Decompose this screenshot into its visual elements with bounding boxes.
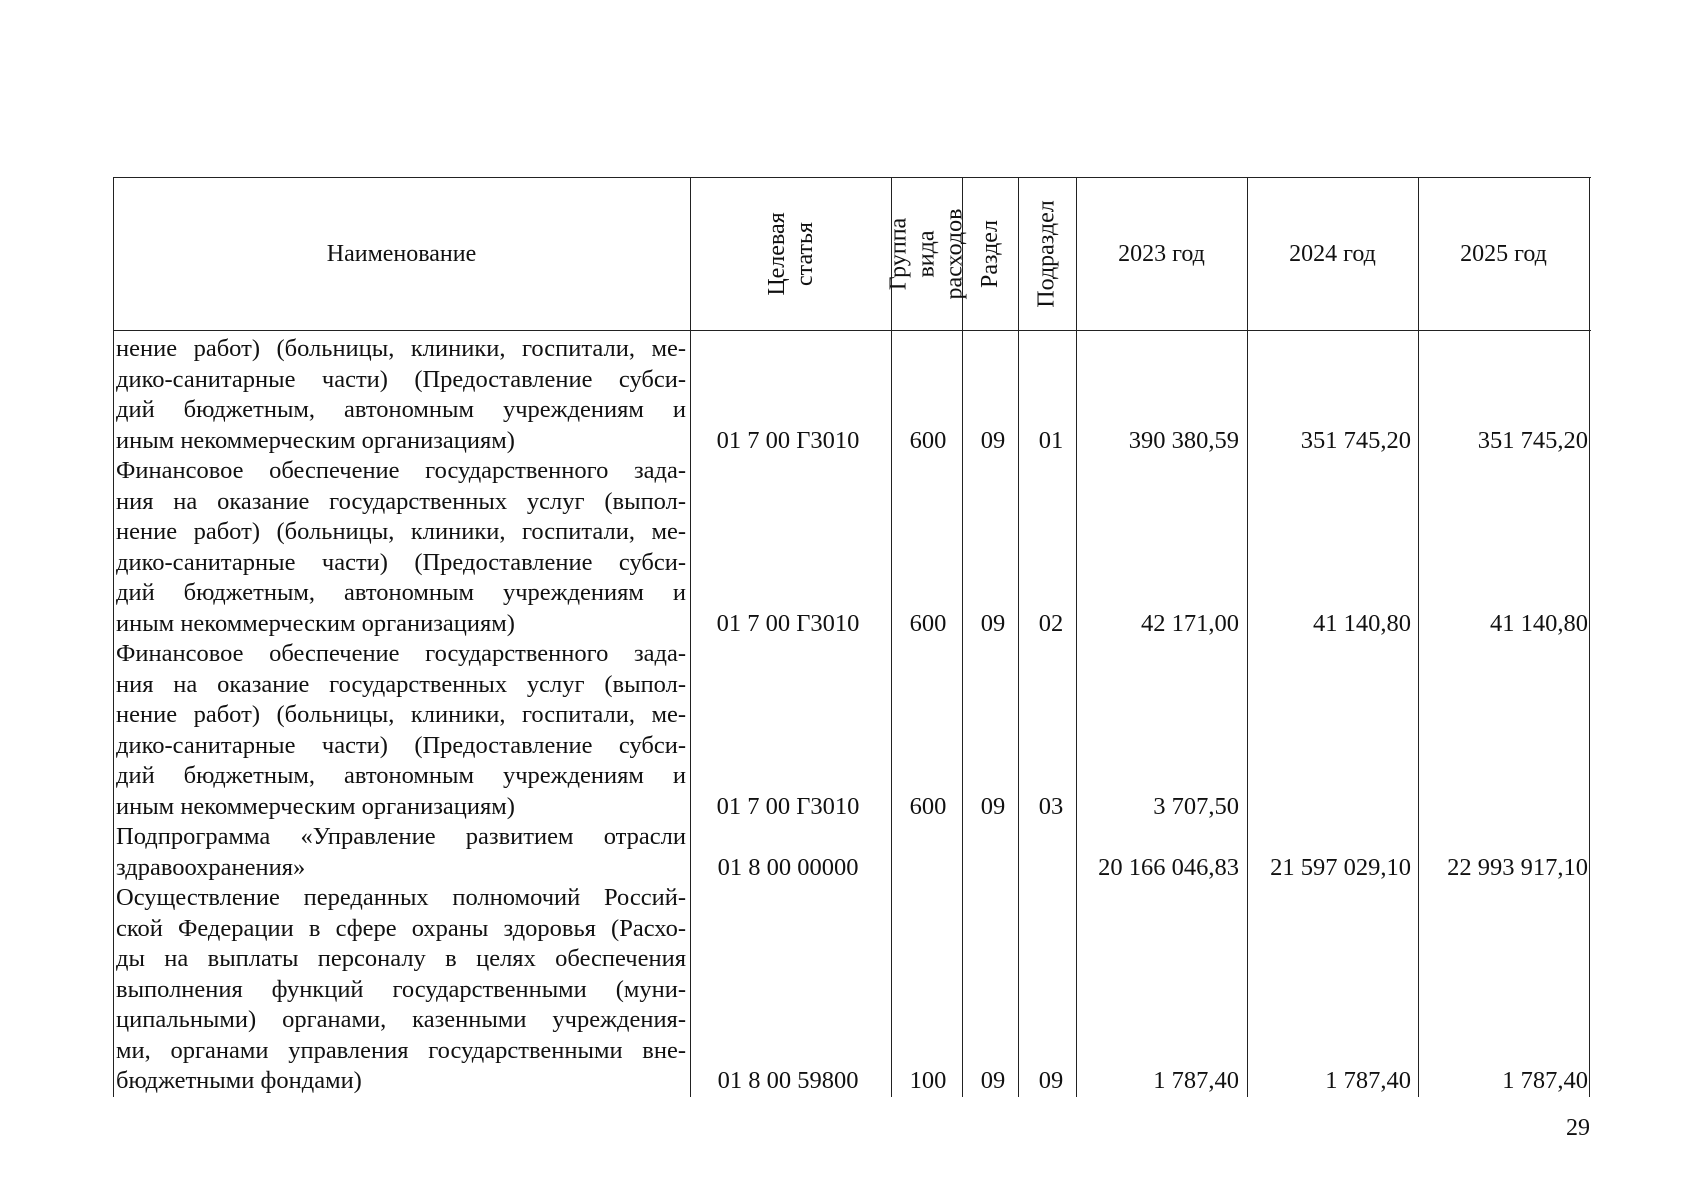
header-section-text: Раздел [977,219,1004,288]
row-expense-group: 600 [909,426,947,454]
row-amount-2025: 351 745,20 [1477,426,1588,454]
row-description-line: иным некоммерческим организациям) [116,426,515,454]
header-2023 [1076,177,1247,330]
row-description-line: дико-санитарные части) (Предоставление субси- [116,365,686,393]
row-target-article: 01 7 00 Г3010 [716,609,860,637]
row-amount-2025: 41 140,80 [1490,609,1588,637]
table-border-right [1589,177,1590,1097]
row-target-article: 01 8 00 59800 [717,1067,859,1094]
row-subsection: 01 [1038,426,1064,454]
row-amount-2023: 42 171,00 [1141,609,1239,637]
row-amount-2023: 3 707,50 [1153,792,1239,820]
row-description-line: ния на оказание государственных услуг (выпол- [116,670,686,698]
row-description-line: дий бюджетным, автономным учреждениям и [116,396,686,423]
row-expense-group: 600 [909,609,947,637]
header-target-article [690,177,891,330]
row-subsection [1021,853,1081,884]
row-description-line: Финансовое обеспечение государственного зада- [116,640,686,667]
header-2025 [1418,177,1589,330]
row-description-line: иным некоммерческим организациям) [116,792,515,820]
row-amount-2024 [1249,792,1411,823]
row-description-line: Финансовое обеспечение государственного зада- [116,457,686,484]
row-description-line: дико-санитарные части) (Предоставление субси- [116,548,686,576]
header-2024-text: 2024 год [1289,240,1376,267]
header-name-text: Наименование [326,240,477,267]
row-subsection: 02 [1038,609,1064,637]
header-2024 [1247,177,1418,330]
row-amount-2023: 1 787,40 [1153,1067,1239,1094]
row-description-line: Осуществление переданных полномочий Россий- [116,884,686,911]
header-target-article-text: Целевая статья [763,211,818,296]
row-amount-2024: 21 597 029,10 [1270,853,1411,881]
row-section [963,853,1023,884]
row-amount-2025 [1420,792,1588,823]
row-section: 09 [980,609,1006,637]
row-expense-group: 100 [909,1067,947,1094]
budget-table [113,177,1591,1097]
page-number: 29 [1566,1115,1590,1141]
row-section: 09 [980,426,1006,454]
row-amount-2024: 41 140,80 [1313,609,1411,637]
row-section: 09 [980,1067,1006,1094]
row-subsection: 03 [1038,792,1064,820]
row-description-line: ципальными) органами, казенными учреждения- [116,1006,686,1033]
row-amount-2023: 390 380,59 [1128,426,1239,454]
row-amount-2025: 1 787,40 [1502,1067,1588,1094]
row-description-line: ды на выплаты персоналу в целях обеспечения [116,945,686,972]
row-description-line: ния на оказание государственных услуг (выпол- [116,487,686,515]
header-name [113,177,690,330]
row-description-line: нение работ) (больницы, клиники, госпитали, ме- [116,335,686,362]
row-description-line: дий бюджетным, автономным учреждениям и [116,579,686,606]
header-divider [113,330,1591,331]
row-target-article: 01 8 00 00000 [717,853,859,881]
row-target-article: 01 7 00 Г3010 [716,792,860,820]
row-description-line: выполнения функций государственными (муни- [116,975,686,1003]
row-target-article: 01 7 00 Г3010 [716,426,860,454]
header-subsection [1018,177,1076,330]
row-section: 09 [980,792,1006,820]
row-amount-2023: 20 166 046,83 [1098,853,1239,881]
row-amount-2025: 22 993 917,10 [1447,853,1588,881]
header-section [962,177,1018,330]
row-description-line: дико-санитарные части) (Предоставление субси- [116,731,686,759]
row-description-line: дий бюджетным, автономным учреждениям и [116,762,686,789]
row-description-line: здравоохранения» [116,853,306,881]
header-expense-group-text: Группа вида расходов [885,208,968,299]
row-expense-group [893,853,963,884]
row-subsection: 09 [1038,1067,1064,1094]
row-description-line: Подпрограмма «Управление развитием отрасли [116,823,686,850]
row-description-line: нение работ) (больницы, клиники, госпитали, ме- [116,701,686,728]
row-amount-2024: 1 787,40 [1325,1067,1411,1094]
row-amount-2024: 351 745,20 [1300,426,1411,454]
row-description-line: ми, органами управления государственными вне- [116,1036,686,1064]
row-description-line: иным некоммерческим организациям) [116,609,515,637]
row-description-line: ской Федерации в сфере охраны здоровья (Расхо- [116,914,686,942]
row-description-line: бюджетными фондами) [116,1067,362,1094]
header-expense-group [885,177,968,330]
row-expense-group: 600 [909,792,947,820]
header-subsection-text: Подраздел [1034,199,1061,308]
header-2023-text: 2023 год [1118,240,1205,267]
header-2025-text: 2025 год [1460,240,1547,267]
row-description-line: нение работ) (больницы, клиники, госпитали, ме- [116,518,686,545]
